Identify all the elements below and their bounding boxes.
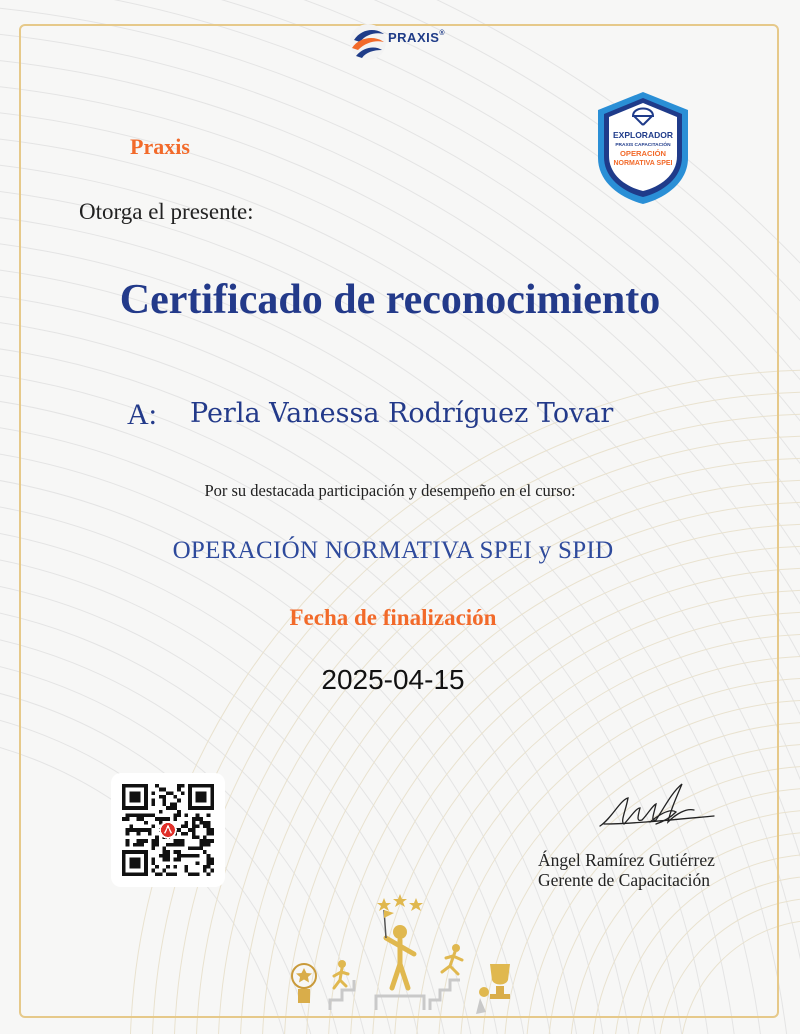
course-name: OPERACIÓN NORMATIVA SPEI y SPID bbox=[172, 537, 614, 564]
stars-icon bbox=[377, 894, 423, 911]
logo-wordmark: PRAXIS® bbox=[388, 30, 446, 45]
badge-line3: OPERACIÓN bbox=[620, 149, 666, 158]
grant-text: Otorga el presente: bbox=[79, 199, 254, 224]
badge-line1: EXPLORADOR bbox=[613, 130, 673, 140]
runner-stairs-icon bbox=[430, 944, 462, 1010]
achievement-icons bbox=[280, 888, 530, 1018]
signer-role: Gerente de Capacitación bbox=[538, 870, 710, 890]
signer-name: Ángel Ramírez Gutiérrez bbox=[538, 850, 715, 870]
recipient-name: Perla Vanessa Rodríguez Tovar bbox=[190, 398, 614, 429]
flag-winner-icon bbox=[376, 910, 424, 1010]
badge-line4: NORMATIVA SPEI bbox=[613, 160, 673, 167]
medal-icon bbox=[292, 964, 316, 1003]
completion-date: 2025-04-15 bbox=[321, 664, 465, 695]
stairs-climber-icon bbox=[330, 960, 354, 1010]
trophy-icon bbox=[476, 964, 510, 1014]
qr-code[interactable] bbox=[122, 784, 214, 876]
qr-code-card[interactable] bbox=[111, 773, 225, 887]
recipient-prefix: A: bbox=[127, 398, 157, 431]
reason-text: Por su destacada participación y desempeño en el curso: bbox=[204, 481, 576, 500]
certificate-title: Certificado de reconocimiento bbox=[119, 277, 661, 323]
badge-line2: PRAXIS CAPACITACIÓN bbox=[615, 143, 671, 148]
completion-label: Fecha de finalización bbox=[289, 605, 497, 630]
explorador-badge bbox=[594, 90, 692, 206]
issuer-name: Praxis bbox=[130, 134, 190, 159]
signature-icon bbox=[590, 778, 720, 838]
